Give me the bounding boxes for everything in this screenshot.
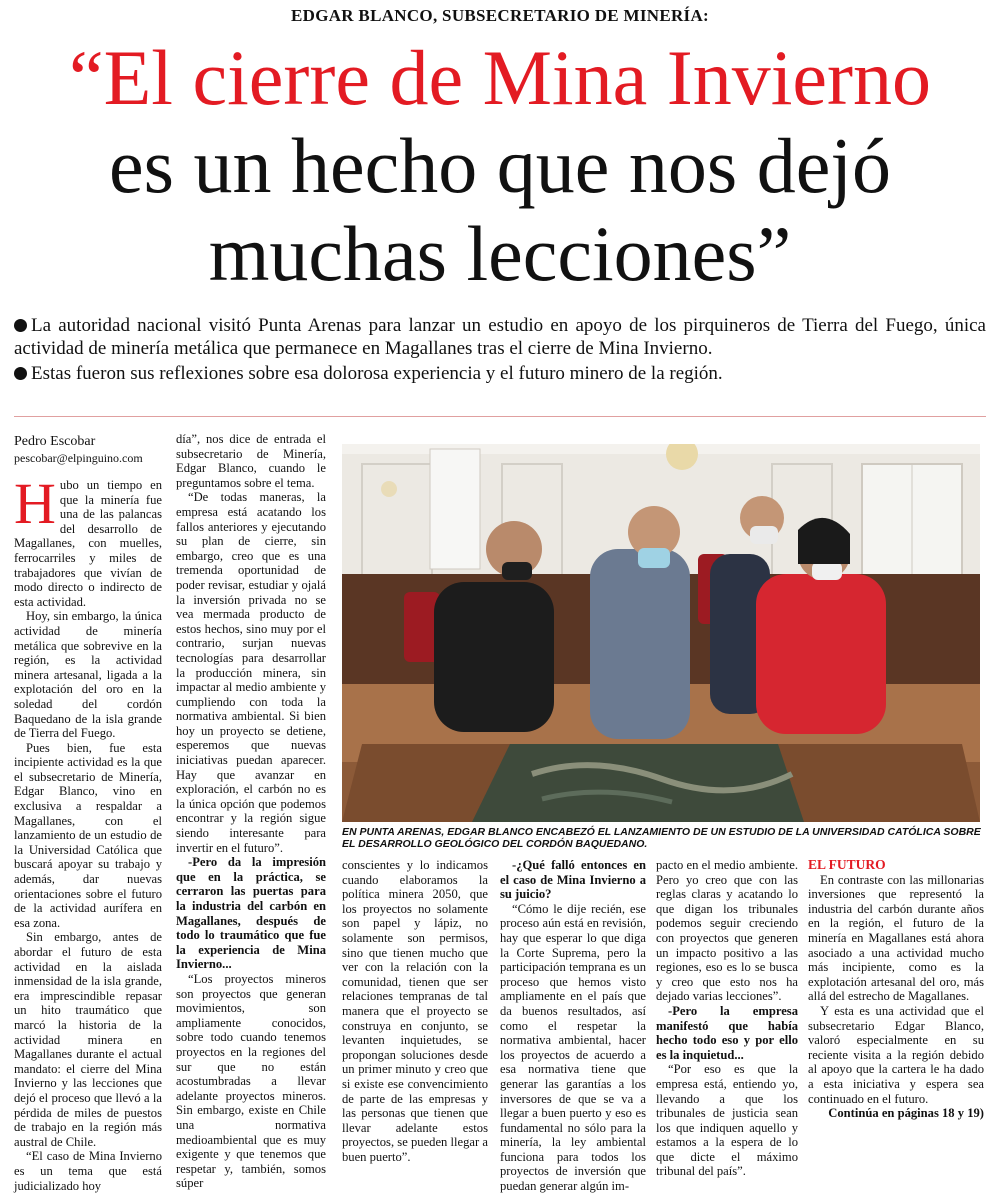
headline-line-1: “El cierre de Mina Invierno (69, 34, 931, 121)
column-6 (808, 858, 984, 1121)
author-name: Pedro Escobar (14, 434, 96, 449)
column-5 (656, 858, 798, 1179)
paragraph: Pues bien, fue esta incipiente actividad es la que el subsecretario de Minería, Edgar Blanco, vino en exclusiva a respaldar a Magallanes, con el lanzamiento de un estudio de la Universidad Católica que buscará apoyar su trabajo y además, dar nuevas orientaciones sobre el futuro de la actividad aurífera en esa zona. (14, 740, 162, 930)
bullet-icon (14, 367, 27, 380)
column-3 (342, 858, 488, 1164)
question: -Pero la empresa manifestó que había hecho todo eso y por ello es la inquietud... (656, 1003, 798, 1062)
paragraph: Sin embargo, antes de abordar el futuro de esta actividad en la aislada inmensidad de la isla grande, era imprescindible repasar un hito traumático que marcó la historia de la actividad minera en Magallanes durante el actual mandato: el cierre del Mina Invierno y las lecciones que dejó el proceso que llevó a la pérdida de miles de puestos de trabajo en la región más austral de Chile. (14, 930, 162, 1149)
column-2 (176, 432, 326, 1191)
deck-text: La autoridad nacional visitó Punta Arenas para lanzar un estudio en apoyo de los pirquineros de Tierra del Fuego, única actividad de minería metálica que permanece en Magallanes tras el cierre de Mina Invierno. (14, 315, 986, 359)
headline-line-2: es un hecho que nos dejó (109, 122, 891, 209)
author-email[interactable]: pescobar@elpinguino.com (14, 451, 143, 465)
paragraph: pacto en el medio ambiente. Pero yo creo que con las reglas claras y acatando lo que digan los tribunales podemos seguir creciendo con proyectos que generen un impacto positivo a las regiones, eso es lo se busca y creo que esto nos ha dejado varias lecciones”. (656, 858, 798, 1004)
paragraph: Hoy, sin embargo, la única actividad de minería metálica que sobrevive en la región, es la actividad minera artesanal, ligada a la explotación del oro en la soledad del cordón Baquedano de la isla grande de Tierra del Fuego. (14, 609, 162, 741)
column-1 (14, 471, 162, 1193)
deck (14, 314, 986, 387)
paragraph: En contraste con las millonarias inversiones que representó la industria del carbón durante años en la región, el futuro de la minería en Magallanes está ahora asociado a una actividad mucho más incipiente, como es la explotación artesanal del oro, más allá del estrecho de Magallanes. (808, 872, 984, 1004)
paragraph: conscientes y lo indicamos cuando elaboramos la política minera 2050, que los proyectos no solamente son papel y lápiz, no solamente son permisos, sino que tienen mucho que ver con la relación con la comunidad, tienen que ser relaciones tempranas de tal manera que el proyecto se construya en conjunto, se levanten inquietudes, se propongan soluciones desde un primer minuto y creo que si existe ese convencimiento de parte de las empresas y las personas que tienen que llevar adelante estos proyectos, se pueden llegar a buen puerto”. (342, 858, 488, 1164)
photo-illustration (342, 444, 980, 822)
paragraph: “Cómo le dije recién, ese proceso aún está en revisión, hay que esperar lo que diga la Corte Suprema, pero la participación temprana es un proceso que hemos visto ampliamente en el país que da buenos resultados, así como el respetar la normativa ambiental, hacer los proyectos de acuerdo a esa normativa tiene que generar las garantías a los inversores de que se va a llegar a buen puerto y eso es fundamental no sólo para la minería, la ley ambiental funciona para todos los proyectos de inversión que puedan generar algún im- (500, 901, 646, 1194)
paragraph-text: ubo un tiempo en que la minería fue una de las palancas del desarrollo de Magallanes, con muelles, ferrocarriles y miles de trabajadores que vivían de modo directo o indirecto de esta actividad. (14, 478, 162, 609)
article-photo (342, 444, 980, 822)
bullet-icon (14, 319, 27, 332)
deck-item (14, 314, 986, 360)
paragraph: Y esta es una actividad que el subsecretario Edgar Blanco, valoró especialmente en su reciente visita a la región debido al apoyo que la cartera le ha dado a esta iniciativa y espera sea continuado en el futuro. (808, 1003, 984, 1106)
paragraph: “Por eso es que la empresa está, entiendo yo, llevando a que los tribunales de justicia sean los que indiquen aquello y estamos a la espera de lo que dicte el máximo tribunal del país”. (656, 1062, 798, 1179)
headline-line-3: muchas lecciones” (208, 210, 792, 297)
photo-caption: EN PUNTA ARENAS, EDGAR BLANCO ENCABEZÓ EL LANZAMIENTO DE UN ESTUDIO DE LA UNIVERSIDAD CATÓLICA SOBRE EL DESARROLLO GEOLÓGICO DEL CORDÓN BAQUEDANO. (342, 826, 981, 850)
kicker: EDGAR BLANCO, SUBSECRETARIO DE MINERÍA: (290, 6, 710, 25)
paragraph: “Los proyectos mineros son proyectos que generan movimientos, son ampliamente conocidos, sobre todo cuando tenemos proyectos en la regiones del sur que no están acostumbradas a llevar adelante proyectos mineros. Sin embargo, existe en Chile una normativa medioambiental que es muy exigente y que tenemos que respetar y, también, somos súper (176, 971, 326, 1191)
paragraph: día”, nos dice de entrada el subsecretario de Minería, Edgar Blanco, cuando le preguntamos sobre el tema. (176, 432, 326, 490)
headline (0, 34, 1000, 298)
paragraph: “De todas maneras, la empresa está acatando los fallos anteriores y ejecutando su plan de cierre, sin embargo, creo que es una tremenda oportunidad de poder revisar, estudiar y ojalá la inversión privada no se vea mermada producto de estos hechos, sino muy por el contrario, surjan nuevas tecnologías para desarrollar la producción minera, sin impactar al medio ambiente y cumpliendo con toda la normativa ambiental. Si bien hoy un proyecto se detiene, esperemos que nuevas iniciativas puedan aparecer. Hay que avanzar en exploración, el carbón no es la única opción que podemos encontrar y la región sigue siendo interesante para invertir en el futuro”. (176, 490, 326, 855)
column-4 (500, 858, 646, 1194)
deck-text: Estas fueron sus reflexiones sobre esa dolorosa experiencia y el futuro minero de la región. (31, 363, 723, 384)
drop-cap: H (14, 471, 56, 536)
question: -¿Qué falló entonces en el caso de Mina Invierno a su juicio? (500, 858, 646, 902)
paragraph (14, 471, 162, 609)
byline (14, 434, 174, 466)
paragraph: “El caso de Mina Invierno es un tema que está judicializado hoy (14, 1149, 162, 1193)
continuation-note: Continúa en páginas 18 y 19) (828, 1106, 984, 1121)
deck-item (14, 362, 986, 385)
divider (14, 416, 986, 417)
question: -Pero da la impresión que en la práctica, se cerraron las puertas para la industria del carbón en Magallanes, después de todo lo traumático que fue la experiencia de Mina Invierno... (176, 855, 326, 972)
subheading: EL FUTURO (808, 857, 886, 872)
